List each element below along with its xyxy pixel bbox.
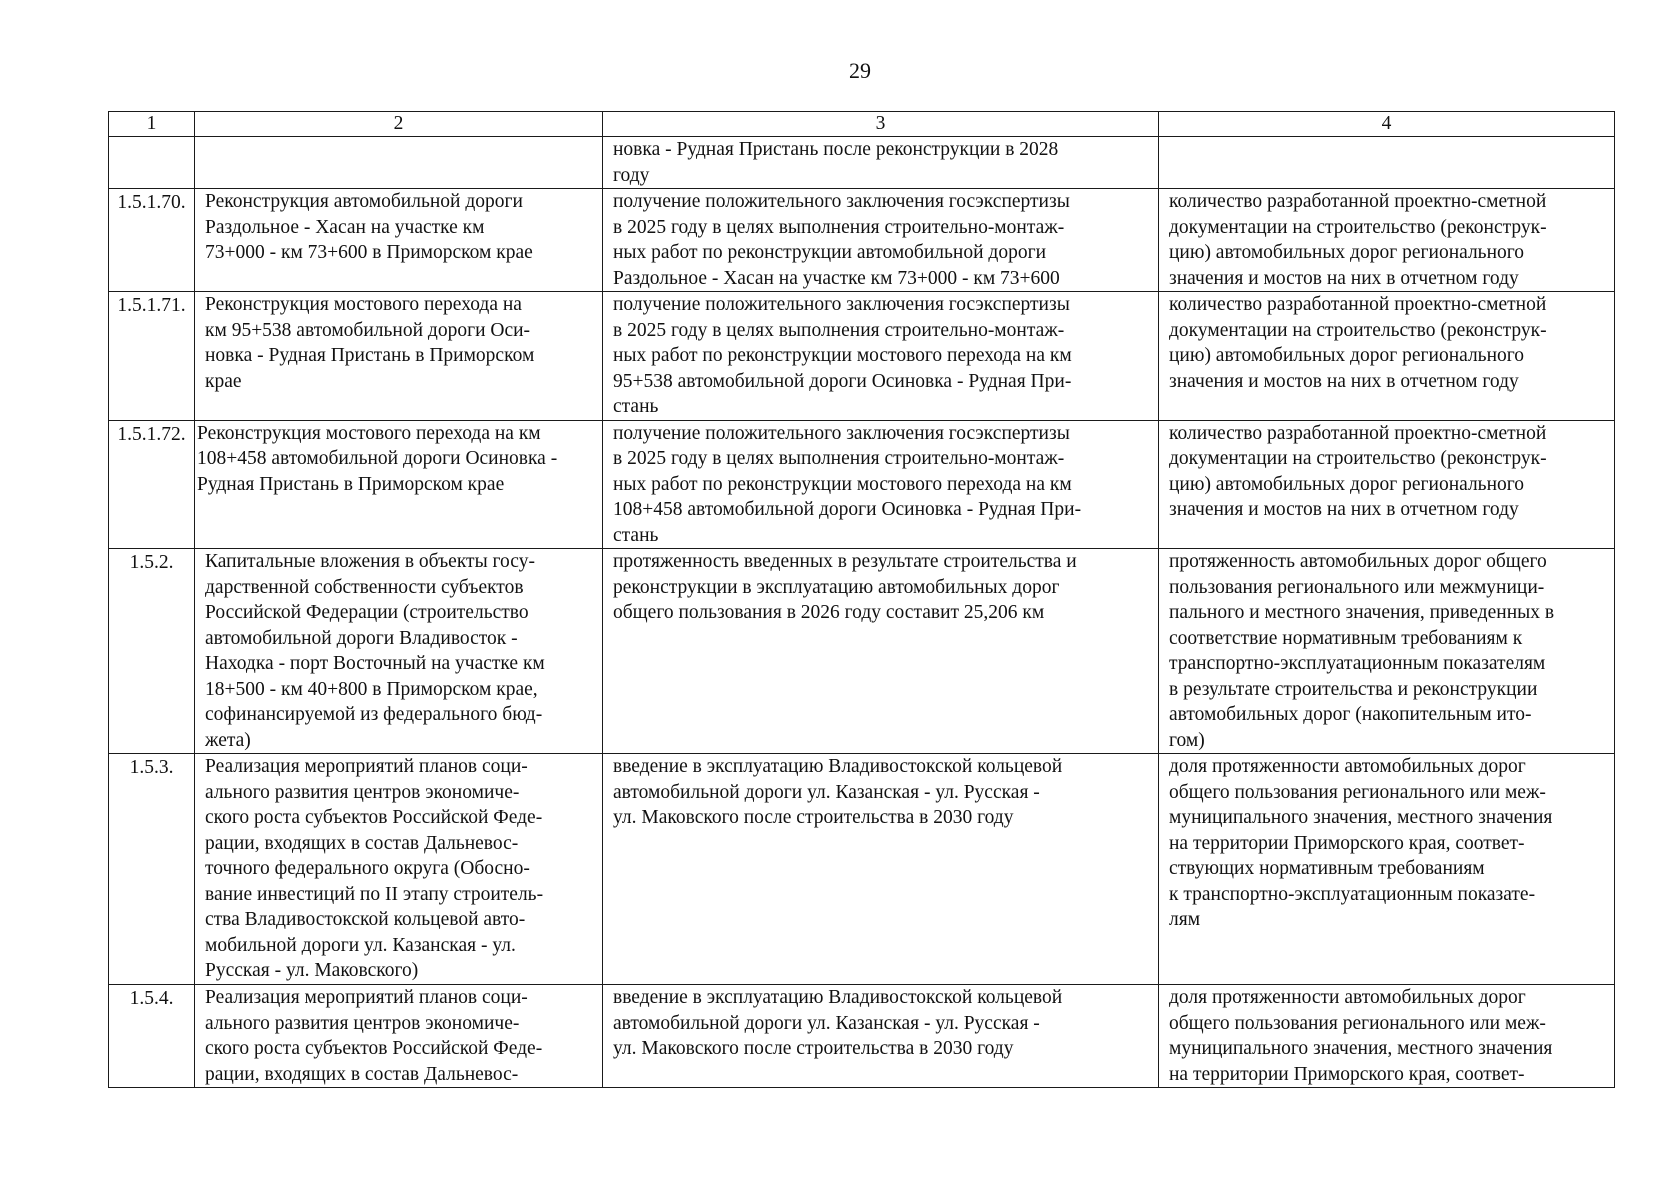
- expected-result: новка - Рудная Пристань после реконструкции в 2028 году: [603, 137, 1159, 189]
- expected-result: получение положительного заключения госэкспертизы в 2025 году в целях выполнения строительно-монтаж- ных работ по реконструкции мостового перехода на км 108+458 автомобильной дороги Осиновка - Рудная При- стань: [603, 420, 1159, 549]
- expected-result: введение в эксплуатацию Владивостокской кольцевой автомобильной дороги ул. Казанская - ул. Русская - ул. Маковского после строительства в 2030 году: [603, 985, 1159, 1088]
- expected-result: введение в эксплуатацию Владивостокской кольцевой автомобильной дороги ул. Казанская - ул. Русская - ул. Маковского после строительства в 2030 году: [603, 754, 1159, 985]
- expected-result: получение положительного заключения госэкспертизы в 2025 году в целях выполнения строительно-монтаж- ных работ по реконструкции мостового перехода на км 95+538 автомобильной дороги Осиновка - Рудная При- стань: [603, 292, 1159, 421]
- row-number: 1.5.1.71.: [109, 292, 195, 421]
- row-number: 1.5.1.72.: [109, 420, 195, 549]
- event-name: Реализация мероприятий планов соци- ального развития центров экономиче- ского роста субъектов Российской Феде- рации, входящих в состав Дальневос-: [195, 985, 603, 1088]
- row-number: 1.5.3.: [109, 754, 195, 985]
- table-row: [109, 189, 1615, 292]
- table-row: [109, 754, 1615, 985]
- expected-result: протяженность введенных в результате строительства и реконструкции в эксплуатацию автомобильных дорог общего пользования в 2026 году составит 25,206 км: [603, 549, 1159, 754]
- row-number: [109, 137, 195, 189]
- event-name: Реконструкция автомобильной дороги Раздольное - Хасан на участке км 73+000 - км 73+600 в Приморском крае: [195, 189, 603, 292]
- event-name: [195, 137, 603, 189]
- column-header-1: 1: [109, 112, 195, 137]
- indicator: доля протяженности автомобильных дорог общего пользования регионального или меж- муниципального значения, местного значения на территории Приморского края, соответ-: [1159, 985, 1615, 1088]
- indicator: протяженность автомобильных дорог общего пользования регионального или межмуници- пального и местного значения, приведенных в соответствие нормативным требованиям к транспортно-эксплуатационным показателям в результате строительства и реконструкции автомобильных дорог (накопительным ито- гом): [1159, 549, 1615, 754]
- indicator: доля протяженности автомобильных дорог общего пользования регионального или меж- муниципального значения, местного значения на территории Приморского края, соответ- ствующих нормативным требованиям к транспортно-эксплуатационным показате- лям: [1159, 754, 1615, 985]
- row-number: 1.5.1.70.: [109, 189, 195, 292]
- column-header-3: 3: [603, 112, 1159, 137]
- event-name: Капитальные вложения в объекты госу- дарственной собственности субъектов Российской Федерации (строительство автомобильной дороги Владивосток - Находка - порт Восточный на участке км 18+500 - км 40+800 в Приморском крае, софинансируемой из федерального бюд- жета): [195, 549, 603, 754]
- row-number: 1.5.2.: [109, 549, 195, 754]
- measures-table: [108, 111, 1615, 1088]
- event-name: Реконструкция мостового перехода на км 95+538 автомобильной дороги Оси- новка - Рудная Пристань в Приморском крае: [195, 292, 603, 421]
- indicator: [1159, 137, 1615, 189]
- row-number: 1.5.4.: [109, 985, 195, 1088]
- expected-result: получение положительного заключения госэкспертизы в 2025 году в целях выполнения строительно-монтаж- ных работ по реконструкции автомобильной дороги Раздольное - Хасан на участке км 73+000 - км 73+600: [603, 189, 1159, 292]
- table-row: [109, 985, 1615, 1088]
- page-number: 29: [849, 58, 871, 83]
- indicator: количество разработанной проектно-сметной документации на строительство (реконструк- цию) автомобильных дорог регионального значения и мостов на них в отчетном году: [1159, 420, 1615, 549]
- table-row: [109, 549, 1615, 754]
- table-row: [109, 137, 1615, 189]
- column-header-2: 2: [195, 112, 603, 137]
- indicator: количество разработанной проектно-сметной документации на строительство (реконструк- цию) автомобильных дорог регионального значения и мостов на них в отчетном году: [1159, 189, 1615, 292]
- event-name: Реконструкция мостового перехода на км 108+458 автомобильной дороги Осиновка - Рудная Пристань в Приморском крае: [195, 420, 603, 549]
- indicator: количество разработанной проектно-сметной документации на строительство (реконструк- цию) автомобильных дорог регионального значения и мостов на них в отчетном году: [1159, 292, 1615, 421]
- column-header-4: 4: [1159, 112, 1615, 137]
- table-header-row: [109, 112, 1615, 137]
- table-row: [109, 420, 1615, 549]
- event-name: Реализация мероприятий планов соци- ального развития центров экономиче- ского роста субъектов Российской Феде- рации, входящих в состав Дальневос- точного федерального округа (Обосно- вание инвестиций по II этапу строитель- ства Владивостокской кольцевой авто- мобильной дороги ул. Казанская - ул. Русская - ул. Маковского): [195, 754, 603, 985]
- table-row: [109, 292, 1615, 421]
